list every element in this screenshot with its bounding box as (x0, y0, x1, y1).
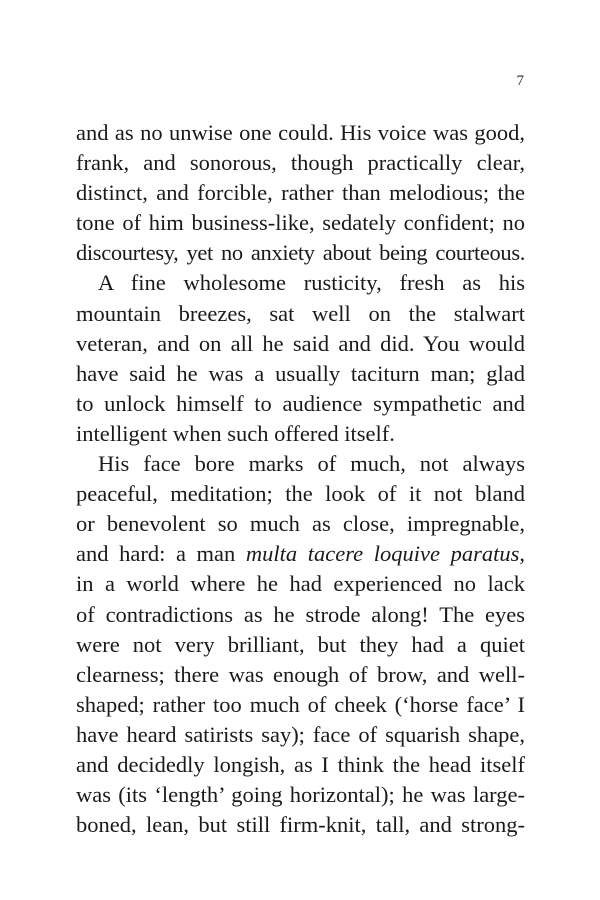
text-line: have said he was a usually taciturn man; glad (76, 360, 525, 386)
text-line: have heard satirists say); face of squarish shape, (76, 721, 525, 747)
text-line: shaped; rather too much of cheek (‘horse face’ I (76, 691, 525, 717)
text-line: were not very brilliant, but they had a quiet (76, 631, 525, 657)
text-line: veteran, and on all he said and did. You would (76, 330, 525, 356)
text-line: clearness; there was enough of brow, and well- (76, 661, 525, 687)
body-text (76, 118, 525, 840)
page-number: 7 (516, 73, 524, 89)
text-line: to unlock himself to audience sympathetic and (76, 390, 525, 416)
text-line: of contradictions as he strode along! The eyes (76, 601, 525, 627)
text-run: and hard: a man (76, 541, 246, 567)
text-line: distinct, and forcible, rather than melodious; the (76, 180, 525, 206)
text-line: A fine wholesome rusticity, fresh as his (98, 270, 525, 296)
text-line: boned, lean, but still firm-knit, tall, and strong- (76, 812, 525, 838)
text-line: and as no unwise one could. His voice was good, (76, 120, 525, 145)
text-line: His face bore marks of much, not always (98, 451, 525, 477)
text-line: peaceful, meditation; the look of it not bland (76, 481, 525, 507)
paragraph-3 (76, 449, 525, 840)
text-line: and decidedly longish, as I think the head itself (76, 751, 525, 777)
text-line: was (its ‘length’ going horizontal); he was large- (76, 782, 525, 808)
text-line: in a world where he had experienced no lack (76, 571, 525, 597)
text-line: intelligent when such offered itself. (76, 420, 395, 446)
text-line: or benevolent so much as close, impregnable, (76, 511, 525, 537)
text-line-with-italic (76, 539, 525, 569)
paragraph-2 (76, 268, 525, 449)
text-line: discourtesy, yet no anxiety about being courteous. (76, 240, 525, 266)
latin-phrase: multa tacere loquive paratus (245, 541, 520, 567)
text-line: tone of him business-like, sedately confident; no (76, 210, 525, 236)
text-run: , (519, 541, 525, 567)
text-line: mountain breezes, sat well on the stalwart (76, 300, 525, 326)
paragraph-1 (76, 118, 525, 268)
text-line: frank, and sonorous, though practically clear, (76, 150, 525, 176)
